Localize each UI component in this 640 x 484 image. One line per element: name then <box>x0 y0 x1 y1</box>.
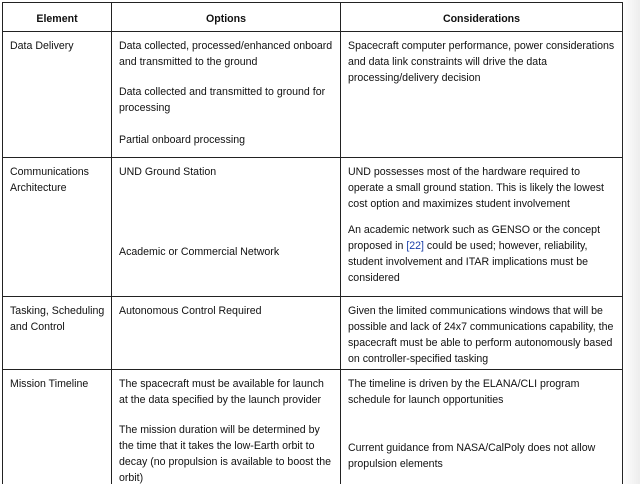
table-row <box>3 32 623 158</box>
option-text: Autonomous Control Required <box>119 305 262 317</box>
element-cell <box>3 370 112 484</box>
consideration-text-after: could be used; however, reliability, student involvement and ITAR implications must be considered <box>348 240 589 284</box>
element-cell <box>3 297 112 370</box>
element-cell <box>3 158 112 297</box>
considerations-cell <box>341 32 623 158</box>
option-text: Partial onboard processing <box>119 134 246 146</box>
header-element: Element <box>3 3 112 32</box>
considerations-cell <box>341 297 623 370</box>
consideration-text: Given the limited communications windows that will be possible and lack of 24x7 communications capability, the spacecraft must be able to perform autonomously based on controller-specified tasking <box>348 305 614 365</box>
element-label: Tasking, Scheduling and Control <box>10 305 105 333</box>
option-text: The mission duration will be determined by the time that it takes the low-Earth orbit to decay (no propulsion is available to boost the orbit) <box>119 424 332 484</box>
header-considerations: Considerations <box>341 3 623 32</box>
options-cell <box>112 297 341 370</box>
element-label: Mission Timeline <box>10 378 89 390</box>
consideration-text-before: An academic network such as GENSO or the concept proposed in <box>348 224 601 252</box>
element-cell <box>3 32 112 158</box>
element-label: Communications Architecture <box>10 166 89 194</box>
option-text: Data collected and transmitted to ground for processing <box>119 86 326 114</box>
options-cell <box>112 158 341 297</box>
options-cell <box>112 370 341 484</box>
mission-elements-table <box>2 2 623 484</box>
table-header-row <box>3 3 623 32</box>
table-row <box>3 158 623 297</box>
options-cell <box>112 32 341 158</box>
option-text: UND Ground Station <box>119 166 217 178</box>
table-row <box>3 370 623 484</box>
consideration-text <box>348 222 616 286</box>
citation-link[interactable]: [22] <box>406 240 424 252</box>
option-text: The spacecraft must be available for launch at the data specified by the launch provider <box>119 378 324 406</box>
element-label: Data Delivery <box>10 40 74 52</box>
table-row <box>3 297 623 370</box>
header-options: Options <box>112 3 341 32</box>
consideration-text: The timeline is driven by the ELANA/CLI program schedule for launch opportunities <box>348 378 580 406</box>
consideration-text: Spacecraft computer performance, power considerations and data link constraints will drive the data processing/delivery decision <box>348 40 615 84</box>
page-edge-shadow <box>622 0 640 484</box>
option-text: Academic or Commercial Network <box>119 246 280 258</box>
considerations-cell <box>341 158 623 297</box>
consideration-text: UND possesses most of the hardware required to operate a small ground station. This is likely the lowest cost option and maximizes student involvement <box>348 166 604 210</box>
consideration-text: Current guidance from NASA/CalPoly does not allow propulsion elements <box>348 442 596 470</box>
considerations-cell <box>341 370 623 484</box>
option-text: Data collected, processed/enhanced onboard and transmitted to the ground <box>119 40 333 68</box>
